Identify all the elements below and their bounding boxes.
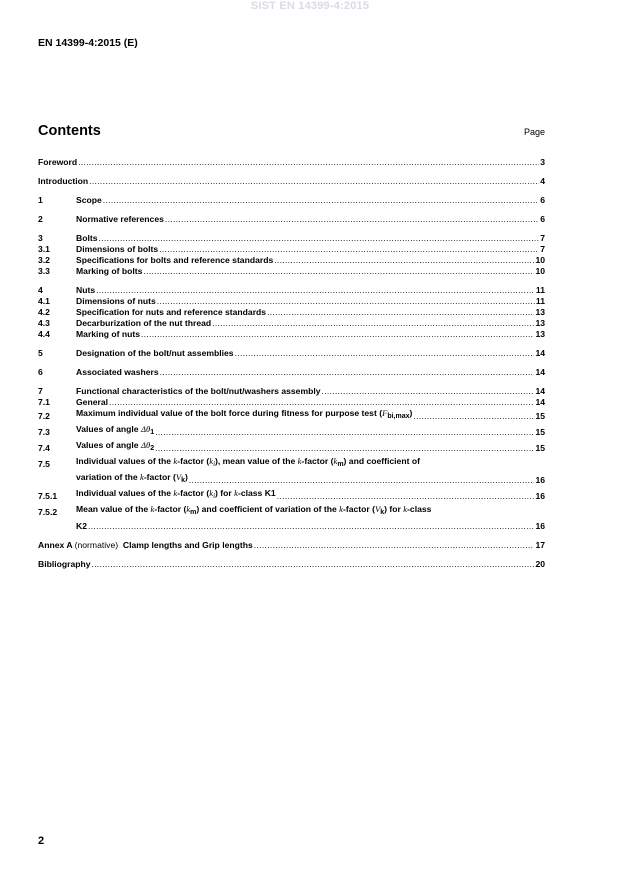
toc-entry-7-5-2-cont[interactable]: K2 ..... 16	[38, 521, 545, 532]
toc-entry-7-3[interactable]: 7.3 Values of angle $\Delta\theta_1$ ..... 15	[38, 424, 545, 438]
toc-entry-7-2[interactable]: 7.2 Maximum individual value of the bolt force during fitness for purpose test $(F_{bi,max})$ ..... 15	[38, 408, 545, 422]
toc-entry-7-5-cont[interactable]: variation of the k-factor $(V_k)$ ..... 16	[38, 472, 545, 486]
toc-entry-7-5-1[interactable]: 7.5.1 Individual values of the k-factor $(k_i)$ for k-class K1 ..... 16	[38, 488, 545, 502]
toc-entry-6[interactable]: 6 Associated washers ..... 14	[38, 367, 545, 378]
toc-entry-7-5-2[interactable]: 7.5.2 Mean value of the k-factor $(k_m)$ and coefficient of variation of the k-factor $(V_k)$ for k-class	[38, 504, 432, 517]
page-number: 2	[38, 835, 45, 847]
toc-entry-bibliography[interactable]: Bibliography ..... 20	[38, 559, 545, 570]
contents-heading: Contents	[38, 123, 101, 139]
toc-entry-7[interactable]: 7 Functional characteristics of the bolt/nut/washers assembly ..... 14	[38, 386, 545, 397]
table-of-contents	[38, 157, 545, 570]
toc-entry-7-5[interactable]: 7.5 Individual values of the k-factor $(k_i)$, mean value of the k-factor $(k_m)$ and coefficient of	[38, 456, 420, 469]
toc-entry-3-2[interactable]: 3.2 Specifications for bolts and reference standards ..... 10	[38, 255, 545, 266]
toc-entry-3-3[interactable]: 3.3 Marking of bolts ..... 10	[38, 266, 545, 277]
toc-entry-introduction[interactable]: Introduction ..... 4	[38, 176, 545, 187]
document-id: EN 14399-4:2015 (E)	[38, 37, 138, 49]
toc-entry-4-4[interactable]: 4.4 Marking of nuts ..... 13	[38, 329, 545, 340]
toc-entry-foreword[interactable]: Foreword ..... 3	[38, 157, 545, 168]
toc-entry-4-1[interactable]: 4.1 Dimensions of nuts ..... 11	[38, 296, 545, 307]
toc-entry-7-4[interactable]: 7.4 Values of angle $\Delta\theta_2$ ..... 15	[38, 440, 545, 454]
toc-entry-4-3[interactable]: 4.3 Decarburization of the nut thread ..... 13	[38, 318, 545, 329]
toc-entry-7-1[interactable]: 7.1 General ..... 14	[38, 397, 545, 408]
toc-entry-3-1[interactable]: 3.1 Dimensions of bolts ..... 7	[38, 244, 545, 255]
watermark: SIST EN 14399-4:2015	[250, 0, 370, 12]
toc-entry-4[interactable]: 4 Nuts ..... 11	[38, 285, 545, 296]
toc-entry-5[interactable]: 5 Designation of the bolt/nut assemblies ..... 14	[38, 348, 545, 359]
toc-entry-1[interactable]: 1 Scope ..... 6	[38, 195, 545, 206]
toc-entry-annex-a[interactable]: Annex A (normative) Clamp lengths and Grip lengths ..... 17	[38, 540, 545, 551]
toc-entry-3[interactable]: 3 Bolts ..... 7	[38, 233, 545, 244]
page-column-header: Page	[523, 127, 545, 137]
toc-entry-2[interactable]: 2 Normative references ..... 6	[38, 214, 545, 225]
toc-entry-4-2[interactable]: 4.2 Specification for nuts and reference standards ..... 13	[38, 307, 545, 318]
